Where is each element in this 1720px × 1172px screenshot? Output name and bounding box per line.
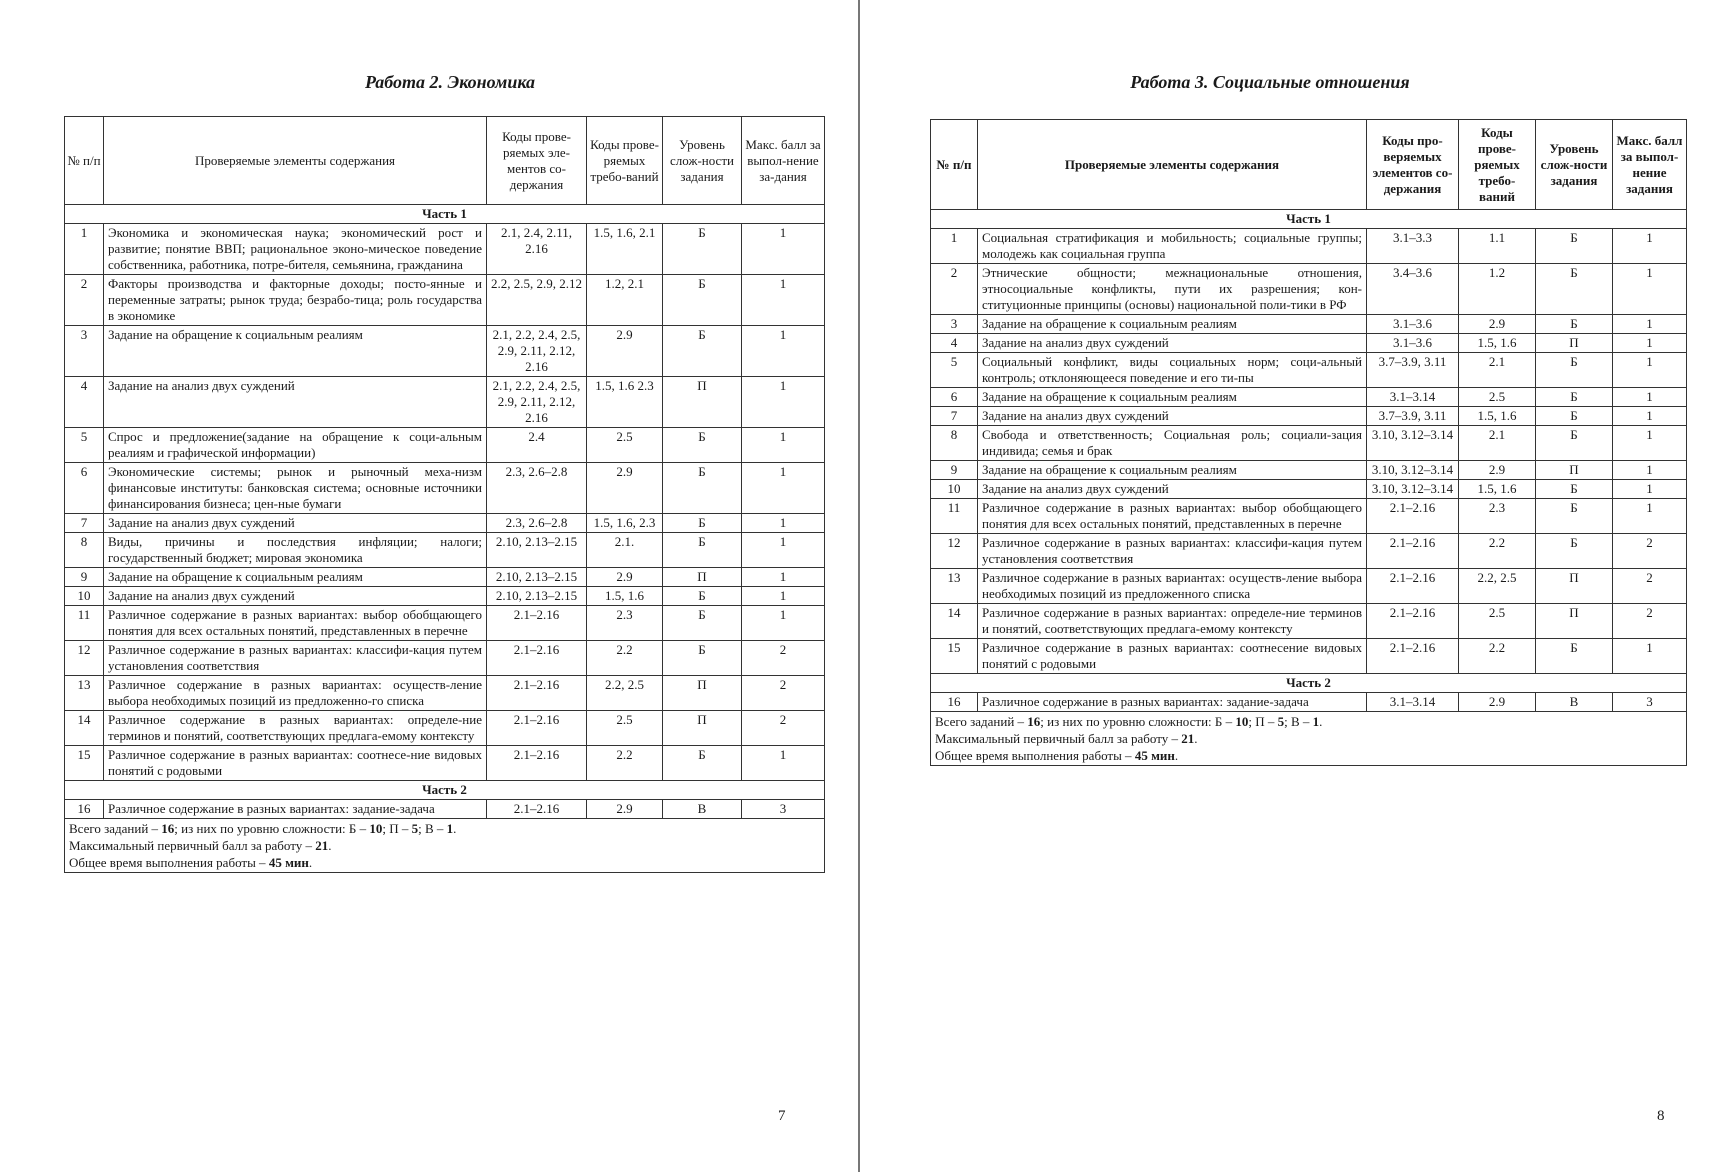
task-number: 4 <box>931 334 978 353</box>
max-score: 1 <box>742 746 825 781</box>
element-codes: 2.1–2.16 <box>1367 604 1459 639</box>
task-number: 15 <box>931 639 978 674</box>
requirement-codes: 2.2 <box>587 641 663 676</box>
element-codes: 2.1–2.16 <box>1367 499 1459 534</box>
content-table <box>64 116 825 873</box>
difficulty-level: Б <box>1536 353 1613 388</box>
difficulty-level: Б <box>663 587 742 606</box>
requirement-codes: 1.5, 1.6 <box>1459 480 1536 499</box>
table-row <box>65 711 825 746</box>
max-score: 1 <box>1613 639 1687 674</box>
element-codes: 2.10, 2.13–2.15 <box>487 587 587 606</box>
max-score: 1 <box>1613 229 1687 264</box>
element-codes: 2.3, 2.6–2.8 <box>487 514 587 533</box>
difficulty-level: Б <box>1536 426 1613 461</box>
content-element: Задание на обращение к социальным реалиям <box>978 461 1367 480</box>
difficulty-level: П <box>663 377 742 428</box>
task-number: 10 <box>65 587 104 606</box>
element-codes: 3.7–3.9, 3.11 <box>1367 353 1459 388</box>
difficulty-level: Б <box>663 463 742 514</box>
element-codes: 3.10, 3.12–3.14 <box>1367 426 1459 461</box>
element-codes: 3.1–3.6 <box>1367 334 1459 353</box>
task-number: 13 <box>65 676 104 711</box>
content-element: Различное содержание в разных вариантах: соотнесе-ние видовых понятий с родовыми <box>104 746 487 781</box>
difficulty-level: Б <box>663 514 742 533</box>
table-row <box>931 639 1687 674</box>
requirement-codes: 2.5 <box>1459 604 1536 639</box>
max-score: 1 <box>742 514 825 533</box>
requirement-codes: 1.5, 1.6, 2.1 <box>587 224 663 275</box>
content-element: Задание на обращение к социальным реалиям <box>104 568 487 587</box>
content-element: Социальная стратификация и мобильность; социальные группы; молодежь как социальная группа <box>978 229 1367 264</box>
element-codes: 2.1–2.16 <box>1367 569 1459 604</box>
requirement-codes: 2.9 <box>1459 315 1536 334</box>
table-row <box>65 224 825 275</box>
element-codes: 3.1–3.14 <box>1367 388 1459 407</box>
task-number: 11 <box>931 499 978 534</box>
element-codes: 2.10, 2.13–2.15 <box>487 568 587 587</box>
task-number: 14 <box>65 711 104 746</box>
content-table <box>930 119 1687 766</box>
element-codes: 3.1–3.3 <box>1367 229 1459 264</box>
difficulty-level: Б <box>663 428 742 463</box>
task-number: 1 <box>65 224 104 275</box>
content-element: Задание на анализ двух суждений <box>104 377 487 428</box>
max-score: 1 <box>1613 264 1687 315</box>
table-row <box>65 428 825 463</box>
table-row <box>65 800 825 819</box>
left-page <box>0 0 858 1172</box>
difficulty-level: Б <box>663 533 742 568</box>
element-codes: 3.1–3.6 <box>1367 315 1459 334</box>
summary-cell <box>931 712 1687 766</box>
task-number: 5 <box>65 428 104 463</box>
time-line: Общее время выполнения работы – 45 мин. <box>69 855 313 870</box>
table-row <box>65 326 825 377</box>
table-row <box>931 426 1687 461</box>
max-score: 2 <box>1613 604 1687 639</box>
header-elements: Проверяемые элементы содержания <box>104 117 487 205</box>
requirement-codes: 1.5, 1.6 <box>587 587 663 606</box>
max-score-line: Максимальный первичный балл за работу – 21. <box>69 838 332 853</box>
table-row <box>65 587 825 606</box>
task-number: 12 <box>65 641 104 676</box>
part-1-body <box>65 205 825 781</box>
table-row <box>931 407 1687 426</box>
table-row <box>65 514 825 533</box>
page-number: 7 <box>778 1108 786 1124</box>
table-row <box>65 377 825 428</box>
element-codes: 3.7–3.9, 3.11 <box>1367 407 1459 426</box>
element-codes: 2.4 <box>487 428 587 463</box>
max-score: 1 <box>742 275 825 326</box>
content-element: Задание на обращение к социальным реалиям <box>104 326 487 377</box>
task-number: 8 <box>65 533 104 568</box>
table-row <box>65 641 825 676</box>
requirement-codes: 2.1 <box>1459 426 1536 461</box>
content-element: Экономика и экономическая наука; экономический рост и развитие; понятие ВВП; рациональное эконо-мическое поведение собственника, работника, потре-бителя, семьянина, гражданина <box>104 224 487 275</box>
content-element: Факторы производства и факторные доходы; посто-янные и переменные затраты; рынок труда; безрабо-тица; роль государства в экономике <box>104 275 487 326</box>
header-elements: Проверяемые элементы содержания <box>978 120 1367 210</box>
requirement-codes: 2.9 <box>587 326 663 377</box>
difficulty-level: П <box>663 676 742 711</box>
content-element: Задание на анализ двух суждений <box>978 480 1367 499</box>
requirement-codes: 1.5, 1.6 2.3 <box>587 377 663 428</box>
content-element: Различное содержание в разных вариантах: задание-задача <box>978 693 1367 712</box>
content-element: Виды, причины и последствия инфляции; налоги; государственный бюджет; мировая экономика <box>104 533 487 568</box>
element-codes: 2.1, 2.2, 2.4, 2.5, 2.9, 2.11, 2.12, 2.16 <box>487 377 587 428</box>
requirement-codes: 2.1. <box>587 533 663 568</box>
footer-row <box>65 819 825 873</box>
requirement-codes: 2.9 <box>587 463 663 514</box>
difficulty-level: Б <box>1536 315 1613 334</box>
requirement-codes: 2.3 <box>587 606 663 641</box>
requirement-codes: 2.5 <box>587 428 663 463</box>
element-codes: 2.10, 2.13–2.15 <box>487 533 587 568</box>
element-codes: 2.1–2.16 <box>487 711 587 746</box>
element-codes: 3.4–3.6 <box>1367 264 1459 315</box>
requirement-codes: 2.9 <box>1459 461 1536 480</box>
difficulty-level: П <box>1536 604 1613 639</box>
table-row <box>931 604 1687 639</box>
difficulty-level: Б <box>1536 499 1613 534</box>
table-row <box>65 533 825 568</box>
header-row <box>65 117 825 205</box>
content-element: Различное содержание в разных вариантах: осуществ-ление выбора необходимых позиций из предложенно-го списка <box>104 676 487 711</box>
table-row <box>65 568 825 587</box>
difficulty-level: П <box>1536 569 1613 604</box>
requirement-codes: 2.9 <box>587 800 663 819</box>
difficulty-level: Б <box>1536 407 1613 426</box>
requirement-codes: 2.2, 2.5 <box>1459 569 1536 604</box>
task-number: 10 <box>931 480 978 499</box>
max-score: 1 <box>1613 426 1687 461</box>
table-row <box>65 676 825 711</box>
part-label-row <box>65 781 825 800</box>
difficulty-level: П <box>1536 461 1613 480</box>
page-title: Работа 2. Экономика <box>364 72 536 92</box>
requirement-codes: 2.9 <box>587 568 663 587</box>
content-element: Задание на анализ двух суждений <box>978 407 1367 426</box>
time-line: Общее время выполнения работы – 45 мин. <box>935 748 1179 763</box>
element-codes: 2.1–2.16 <box>1367 639 1459 674</box>
difficulty-level: В <box>1536 693 1613 712</box>
max-score: 1 <box>1613 461 1687 480</box>
task-number: 11 <box>65 606 104 641</box>
task-number: 14 <box>931 604 978 639</box>
max-score: 1 <box>742 326 825 377</box>
summary-cell <box>65 819 825 873</box>
total-tasks-line: Всего заданий – 16; из них по уровню сложности: Б – 10; П – 5; В – 1. <box>69 821 457 836</box>
requirement-codes: 2.1 <box>1459 353 1536 388</box>
max-score: 2 <box>742 711 825 746</box>
element-codes: 3.10, 3.12–3.14 <box>1367 461 1459 480</box>
table-row <box>65 275 825 326</box>
requirement-codes: 1.5, 1.6 <box>1459 334 1536 353</box>
requirement-codes: 1.2, 2.1 <box>587 275 663 326</box>
content-element: Различное содержание в разных вариантах: осуществ-ление выбора необходимых позиций из предложенного списка <box>978 569 1367 604</box>
task-number: 2 <box>931 264 978 315</box>
difficulty-level: П <box>1536 334 1613 353</box>
header-codes-elements: Коды про-веряемых элементов со-держания <box>1367 120 1459 210</box>
total-tasks-line: Всего заданий – 16; из них по уровню сложности: Б – 10; П – 5; В – 1. <box>935 714 1323 729</box>
max-score: 2 <box>742 676 825 711</box>
requirement-codes: 2.2 <box>587 746 663 781</box>
part-label-row <box>931 210 1687 229</box>
requirement-codes: 1.1 <box>1459 229 1536 264</box>
header-row <box>931 120 1687 210</box>
content-element: Социальный конфликт, виды социальных норм; соци-альный контроль; отклоняющееся поведение и его ти-пы <box>978 353 1367 388</box>
table-row <box>931 353 1687 388</box>
max-score: 1 <box>742 533 825 568</box>
max-score: 1 <box>1613 353 1687 388</box>
task-number: 5 <box>931 353 978 388</box>
part-2-body <box>931 674 1687 712</box>
max-score: 1 <box>742 377 825 428</box>
task-number: 2 <box>65 275 104 326</box>
max-score: 2 <box>742 641 825 676</box>
part-label-row <box>931 674 1687 693</box>
element-codes: 2.1–2.16 <box>487 746 587 781</box>
requirement-codes: 2.2 <box>1459 534 1536 569</box>
content-element: Задание на обращение к социальным реалиям <box>978 388 1367 407</box>
element-codes: 2.1–2.16 <box>487 676 587 711</box>
task-number: 9 <box>65 568 104 587</box>
content-element: Спрос и предложение(задание на обращение к соци-альным реалиям и графической информации) <box>104 428 487 463</box>
page-title: Работа 3. Социальные отношения <box>1130 72 1410 92</box>
task-number: 16 <box>931 693 978 712</box>
content-element: Различное содержание в разных вариантах: определе-ние терминов и понятий, соответствующих предлага-емому контексту <box>104 711 487 746</box>
task-number: 3 <box>65 326 104 377</box>
table-row <box>931 229 1687 264</box>
max-score: 2 <box>1613 534 1687 569</box>
table-row <box>65 606 825 641</box>
requirement-codes: 2.5 <box>1459 388 1536 407</box>
page-number: 8 <box>1657 1108 1665 1124</box>
content-element: Этнические общности; межнациональные отношения, этносоциальные конфликты, пути их разрешения; кон-ституционные принципы (основы) национальной поли-тики в РФ <box>978 264 1367 315</box>
requirement-codes: 2.2 <box>1459 639 1536 674</box>
max-score: 3 <box>742 800 825 819</box>
table-row <box>931 480 1687 499</box>
difficulty-level: Б <box>1536 229 1613 264</box>
content-element: Экономические системы; рынок и рыночный меха-низм финансовые институты: банковская система; основные источники финансирования бизнеса; цен-ные бумаги <box>104 463 487 514</box>
max-score: 2 <box>1613 569 1687 604</box>
difficulty-level: Б <box>1536 264 1613 315</box>
max-score: 1 <box>742 463 825 514</box>
table-row <box>931 388 1687 407</box>
task-number: 9 <box>931 461 978 480</box>
requirement-codes: 2.3 <box>1459 499 1536 534</box>
table-row <box>931 693 1687 712</box>
part-label: Часть 2 <box>931 674 1687 693</box>
requirement-codes: 2.2, 2.5 <box>587 676 663 711</box>
header-codes-elements: Коды прове-ряемых эле-ментов со-держания <box>487 117 587 205</box>
task-number: 13 <box>931 569 978 604</box>
task-number: 1 <box>931 229 978 264</box>
element-codes: 2.1–2.16 <box>487 606 587 641</box>
task-number: 7 <box>931 407 978 426</box>
task-number: 7 <box>65 514 104 533</box>
task-number: 12 <box>931 534 978 569</box>
header-num: № п/п <box>65 117 104 205</box>
element-codes: 2.2, 2.5, 2.9, 2.12 <box>487 275 587 326</box>
task-number: 6 <box>65 463 104 514</box>
max-score: 3 <box>1613 693 1687 712</box>
task-number: 6 <box>931 388 978 407</box>
difficulty-level: Б <box>663 746 742 781</box>
content-element: Различное содержание в разных вариантах: определе-ние терминов и понятий, соответствующих предлага-емому контексту <box>978 604 1367 639</box>
element-codes: 2.1–2.16 <box>1367 534 1459 569</box>
table-row <box>65 746 825 781</box>
content-element: Различное содержание в разных вариантах: классифи-кация путем установления соответствия <box>104 641 487 676</box>
table-row <box>931 569 1687 604</box>
difficulty-level: П <box>663 711 742 746</box>
max-score: 1 <box>1613 407 1687 426</box>
max-score: 1 <box>1613 499 1687 534</box>
header-max-score: Макс. балл за выпол-нение задания <box>1613 120 1687 210</box>
content-element: Задание на анализ двух суждений <box>104 587 487 606</box>
table-row <box>931 499 1687 534</box>
difficulty-level: Б <box>663 275 742 326</box>
table-row <box>931 334 1687 353</box>
content-element: Различное содержание в разных вариантах: классифи-кация путем установления соответствия <box>978 534 1367 569</box>
header-level: Уровень слож-ности задания <box>663 117 742 205</box>
element-codes: 3.1–3.14 <box>1367 693 1459 712</box>
part-label: Часть 1 <box>931 210 1687 229</box>
max-score: 1 <box>742 224 825 275</box>
header-codes-requirements: Коды прове-ряемых требо-ваний <box>1459 120 1536 210</box>
difficulty-level: Б <box>663 326 742 377</box>
element-codes: 2.1, 2.4, 2.11, 2.16 <box>487 224 587 275</box>
header-max-score: Макс. балл за выпол-нение за-дания <box>742 117 825 205</box>
content-element: Различное содержание в разных вариантах: выбор обобщающего понятия для всех остальных понятий, представленных в перечне <box>104 606 487 641</box>
max-score-line: Максимальный первичный балл за работу – 21. <box>935 731 1198 746</box>
element-codes: 2.1, 2.2, 2.4, 2.5, 2.9, 2.11, 2.12, 2.16 <box>487 326 587 377</box>
difficulty-level: В <box>663 800 742 819</box>
content-element: Различное содержание в разных вариантах: выбор обобщающего понятия для всех остальных понятий, представленных в перечне <box>978 499 1367 534</box>
content-element: Различное содержание в разных вариантах: задание-задача <box>104 800 487 819</box>
max-score: 1 <box>1613 334 1687 353</box>
table-row <box>931 315 1687 334</box>
max-score: 1 <box>1613 315 1687 334</box>
part-2-body <box>65 781 825 819</box>
task-number: 8 <box>931 426 978 461</box>
difficulty-level: Б <box>1536 639 1613 674</box>
part-label: Часть 2 <box>65 781 825 800</box>
table-row <box>931 534 1687 569</box>
element-codes: 2.1–2.16 <box>487 641 587 676</box>
task-number: 15 <box>65 746 104 781</box>
header-num: № п/п <box>931 120 978 210</box>
table-row <box>931 461 1687 480</box>
content-element: Различное содержание в разных вариантах: соотнесение видовых понятий с родовыми <box>978 639 1367 674</box>
difficulty-level: Б <box>663 224 742 275</box>
header-codes-requirements: Коды прове-ряемых требо-ваний <box>587 117 663 205</box>
element-codes: 2.3, 2.6–2.8 <box>487 463 587 514</box>
element-codes: 2.1–2.16 <box>487 800 587 819</box>
part-label-row <box>65 205 825 224</box>
content-element: Задание на обращение к социальным реалиям <box>978 315 1367 334</box>
requirement-codes: 1.2 <box>1459 264 1536 315</box>
max-score: 1 <box>1613 480 1687 499</box>
table-row <box>931 264 1687 315</box>
part-label: Часть 1 <box>65 205 825 224</box>
part-1-body <box>931 210 1687 674</box>
difficulty-level: Б <box>1536 534 1613 569</box>
header-level: Уровень слож-ности задания <box>1536 120 1613 210</box>
task-number: 3 <box>931 315 978 334</box>
difficulty-level: П <box>663 568 742 587</box>
element-codes: 3.10, 3.12–3.14 <box>1367 480 1459 499</box>
max-score: 1 <box>742 587 825 606</box>
max-score: 1 <box>1613 388 1687 407</box>
requirement-codes: 1.5, 1.6 <box>1459 407 1536 426</box>
requirement-codes: 2.9 <box>1459 693 1536 712</box>
max-score: 1 <box>742 568 825 587</box>
right-page <box>860 0 1720 1172</box>
footer-row <box>931 712 1687 766</box>
task-number: 16 <box>65 800 104 819</box>
content-element: Задание на анализ двух суждений <box>104 514 487 533</box>
max-score: 1 <box>742 606 825 641</box>
difficulty-level: Б <box>1536 388 1613 407</box>
requirement-codes: 2.5 <box>587 711 663 746</box>
content-element: Свобода и ответственность; Социальная роль; социали-зация индивида; семья и брак <box>978 426 1367 461</box>
difficulty-level: Б <box>663 606 742 641</box>
difficulty-level: Б <box>663 641 742 676</box>
table-row <box>65 463 825 514</box>
task-number: 4 <box>65 377 104 428</box>
max-score: 1 <box>742 428 825 463</box>
difficulty-level: Б <box>1536 480 1613 499</box>
requirement-codes: 1.5, 1.6, 2.3 <box>587 514 663 533</box>
content-element: Задание на анализ двух суждений <box>978 334 1367 353</box>
